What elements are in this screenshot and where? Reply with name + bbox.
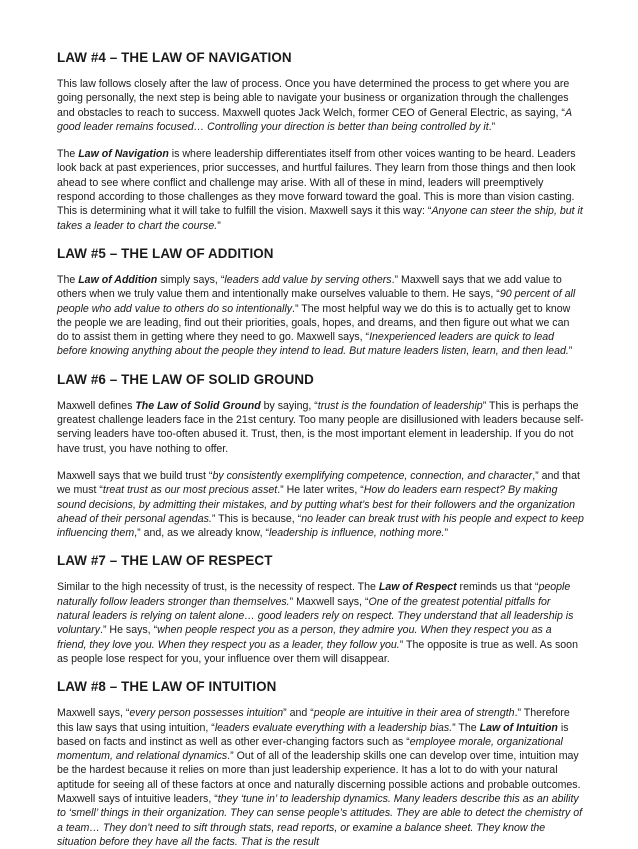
text-run: ” The opposite is true as well. As soon as people lose respect for you, your influence over them will disappear. [57, 638, 578, 665]
section-law-8 [57, 679, 584, 849]
quote-text: One of the greatest potential pitfalls for natural leaders is relying on talent alone… good leaders rely on respect. They understand that all leadership is voluntary [57, 595, 574, 637]
section-heading: LAW #6 – THE LAW OF SOLID GROUND [57, 371, 314, 387]
paragraph [57, 147, 584, 233]
text-run: ,” and that we must “ [57, 469, 580, 497]
text-run: .” The most helpful way we do this is to actually get to know the people we are leading, find out their priorities, goals, hopes, and dreams, and then figure out what we can do to assist them in getting where they need to go. Maxwell says, “ [57, 302, 571, 344]
quote-text: employee morale, organizational momentum, and relational dynamics [57, 735, 563, 763]
quote-text: they ‘tune in’ to leadership dynamics. Many leaders describe this as an ability to ‘smell’ things in their organization. They can sense people’s attitudes. They are able to detect the chemistry of a team… They don’t need to sift through stats, read reports, or examine a balance sheet. They know the situation before they have all the facts. That is the result [57, 792, 583, 848]
law-name: Law of Addition [78, 273, 158, 286]
document-body [57, 50, 584, 849]
quote-text: How do leaders earn respect? By making sound decisions, by admitting their mistakes, and by putting what’s best for their followers and the organization ahead of their personal agendas. [57, 484, 576, 525]
quote-text: treat trust as our most precious asset [102, 484, 278, 497]
text-run: ” This is perhaps the greatest challenge leaders face in the 21st century. Too many people are disillusioned with leaders because self-serving leaders have too-often abused it. Trust, then, is the most important element in leadership. If you do not have trust, you have nothing to offer. [57, 399, 584, 455]
quote-text: people naturally follow leaders stronger than themselves. [57, 581, 571, 608]
law-name: Law of Navigation [78, 148, 169, 161]
quote-text: by consistently exemplifying competence, connection, and character [212, 469, 533, 482]
text-run: Maxwell defines [57, 399, 136, 412]
text-run: Maxwell says, “ [57, 707, 130, 720]
quote-text: leaders add value by serving others [224, 273, 392, 286]
text-run: ,” and, as we already know, “ [134, 527, 269, 540]
text-run: ” This is because, “ [211, 512, 302, 525]
quote-text: 90 percent of all people who add value to others do so intentionally [57, 288, 576, 315]
law-name: Law of Intuition [479, 721, 558, 734]
text-run: The [57, 148, 79, 161]
section-law-4 [57, 50, 584, 233]
section-law-5 [57, 246, 584, 359]
quote-text: leadership is influence, nothing more. [269, 527, 445, 540]
quote-text: A good leader remains focused… Controlling your direction is better than being controlled by it [57, 106, 572, 133]
text-run: This law follows closely after the law of process. Once you have determined the process to get where you are going personally, the next step is being able to navigate your business or organization through the challenges and obstacles to reach to success. Maxwell quotes Jack Welch, former CEO of General Electric, as saying, “ [57, 78, 570, 119]
law-name: Law of Respect [378, 581, 457, 594]
text-run: .” He later writes, “ [277, 484, 364, 497]
text-run: .” Maxwell says that we add value to others when we truly value them and intentionally make ourselves valuable to them. He says, “ [57, 273, 562, 301]
quote-text: Anyone can steer the ship, but it takes a leader to chart the course. [57, 205, 583, 232]
paragraph [57, 77, 584, 134]
quote-text: when people respect you as a person, they admire you. When they respect you as a friend, they love you. When they respect you as a leader, they follow you. [57, 624, 552, 651]
text-run: is where leadership differentiates itself from other voices wanting to be heard. Leaders look back at past experiences, prior successes, and hurtful failures. They learn from those things and then look ahead to see where conflict and challenge may arise. With all of these in mind, leaders will preemptively respond according to those challenges as they move forward toward the goal. This is more than vision casting. This is determining what it will take to fulfill the vision. Maxwell says it this way: “ [57, 148, 576, 218]
text-run: ” [568, 345, 573, 358]
text-run: Maxwell says that we build trust “ [57, 469, 213, 482]
paragraph [57, 273, 584, 359]
text-run: simply says, “ [157, 273, 225, 286]
quote-text: no leader can break trust with his people and expect to keep influencing them [57, 512, 584, 540]
paragraph [57, 580, 584, 666]
quote-text: trust is the foundation of leadership [317, 399, 483, 412]
paragraph [57, 469, 584, 540]
text-run: Similar to the high necessity of trust, is the necessity of respect. The [57, 581, 379, 594]
quote-text: people are intuitive in their area of strength [313, 707, 515, 720]
text-run: .” Out of all of the leadership skills one can develop over time, intuition may be the hardest because it relies on more than just leadership experience. It has a lot to do with your natural aptitude for seeing all of these factors at once and naturally discerning possible actions and probable outcomes. Maxwell says of intuitive leaders, “ [57, 750, 581, 805]
text-run: .” [488, 120, 496, 133]
law-name: The Law of Solid Ground [135, 399, 261, 412]
quote-text: Inexperienced leaders are quick to lead before knowing anything about the people they intend to lead. But mature leaders listen, learn, and then lead. [57, 331, 569, 358]
quote-text: every person possesses intuition [129, 707, 284, 720]
text-run: .” He says, “ [100, 624, 158, 637]
section-law-6 [57, 372, 584, 541]
text-run: ” Maxwell says, “ [289, 595, 369, 608]
quote-text: leaders evaluate everything with a leadership bias. [214, 721, 453, 734]
paragraph [57, 399, 584, 456]
text-run: The [57, 273, 79, 286]
text-run: by saying, “ [260, 399, 318, 412]
section-heading: LAW #7 – THE LAW OF RESPECT [57, 553, 273, 569]
text-run: .” Therefore this law says that using intuition, “ [57, 707, 570, 734]
section-heading: LAW #4 – THE LAW OF NAVIGATION [57, 50, 292, 65]
text-run: ” [217, 219, 221, 232]
text-run: is based on facts and instinct as well as other ever-changing factors such as “ [57, 721, 569, 748]
text-run: ” [444, 527, 449, 540]
section-heading: LAW #5 – THE LAW OF ADDITION [57, 245, 274, 261]
paragraph [57, 706, 584, 849]
text-run: reminds us that “ [456, 581, 539, 594]
section-law-7 [57, 553, 584, 666]
section-heading: LAW #8 – THE LAW OF INTUITION [57, 679, 277, 695]
text-run: ” and “ [283, 707, 314, 720]
text-run: ” The [452, 721, 480, 734]
